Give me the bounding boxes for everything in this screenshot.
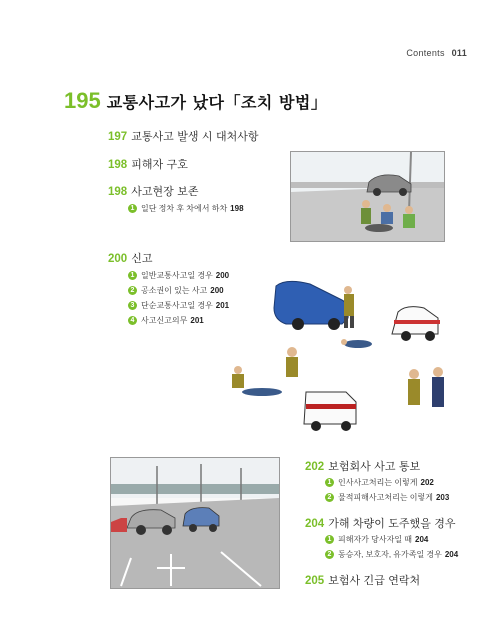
number-bullet: 2 [128,286,137,295]
number-bullet: 3 [128,301,137,310]
subitem-text: 물적피해사고처리는 이렇게 [338,493,433,502]
subitem-text: 사고신고의무 [141,316,188,325]
toc-subitem[interactable] [128,300,229,311]
subitem-page: 202 [420,478,434,487]
subitem-page: 198 [230,204,244,213]
section-title: 사고현장 보존 [131,185,199,198]
number-bullet: 1 [128,271,137,280]
toc-section[interactable] [108,183,198,199]
toc-subitem[interactable] [128,315,204,326]
section-title: 가해 차량이 도주했을 경우 [328,517,456,530]
number-bullet: 1 [128,204,137,213]
subitem-text: 동승자, 보호자, 유가족일 경우 [338,550,442,559]
header-page-number: 011 [451,48,467,58]
section-page-number: 204 [305,518,325,530]
number-bullet: 4 [128,316,137,325]
toc-subitem[interactable] [128,203,244,214]
toc-subitem[interactable] [325,492,449,503]
subitem-text: 일반교통사고일 경우 [141,271,213,280]
chapter-number: 195 [64,88,101,113]
toc-subitem[interactable] [325,534,428,545]
number-bullet: 1 [325,478,334,487]
subitem-text: 단순교통사고일 경우 [141,301,213,310]
section-page-number: 198 [108,159,128,171]
section-title: 보험사 긴급 연락처 [328,574,421,587]
section-page-number: 200 [108,253,128,265]
accident-scene-illustration [290,151,445,242]
section-title: 신고 [131,252,153,265]
chapter-title: 교통사고가 났다「조치 방법」 [106,93,328,112]
toc-section[interactable] [305,515,456,531]
intersection-drawing [111,458,279,588]
toc-section[interactable] [305,572,420,588]
number-bullet: 1 [325,535,334,544]
number-bullet: 2 [325,493,334,502]
toc-subitem[interactable] [128,285,224,296]
subitem-text: 일단 정차 후 차에서 하차 [141,204,228,213]
section-title: 보험회사 사고 통보 [328,460,421,473]
subitem-page: 201 [190,316,204,325]
subitem-page: 200 [210,286,224,295]
subitem-text: 피해자가 당사자일 때 [338,535,412,544]
accident-scene-drawing [291,152,444,241]
toc-section[interactable] [108,128,259,144]
number-bullet: 2 [325,550,334,559]
toc-section[interactable] [305,458,420,474]
section-page-number: 202 [305,461,325,473]
section-title: 교통사고 발생 시 대처사항 [131,130,259,143]
section-page-number: 205 [305,575,325,587]
page-header [406,48,467,58]
subitem-text: 인사사고처리는 이렇게 [338,478,418,487]
chapter-heading [64,88,327,114]
subitem-page: 201 [215,301,230,310]
toc-subitem[interactable] [128,270,229,281]
intersection-illustration [110,457,280,589]
subitem-page: 200 [215,271,230,280]
section-page-number: 197 [108,131,128,143]
header-label: Contents [406,48,445,58]
subitem-page: 203 [435,493,450,502]
toc-section[interactable] [108,250,152,266]
section-page-number: 198 [108,186,128,198]
toc-section[interactable] [108,156,188,172]
subitem-page: 204 [415,535,429,544]
section-title: 피해자 구호 [131,158,188,171]
subitem-text: 공소권이 있는 사고 [141,286,208,295]
toc-subitem[interactable] [325,549,458,560]
toc-subitem[interactable] [325,477,434,488]
subitem-page: 204 [444,550,459,559]
